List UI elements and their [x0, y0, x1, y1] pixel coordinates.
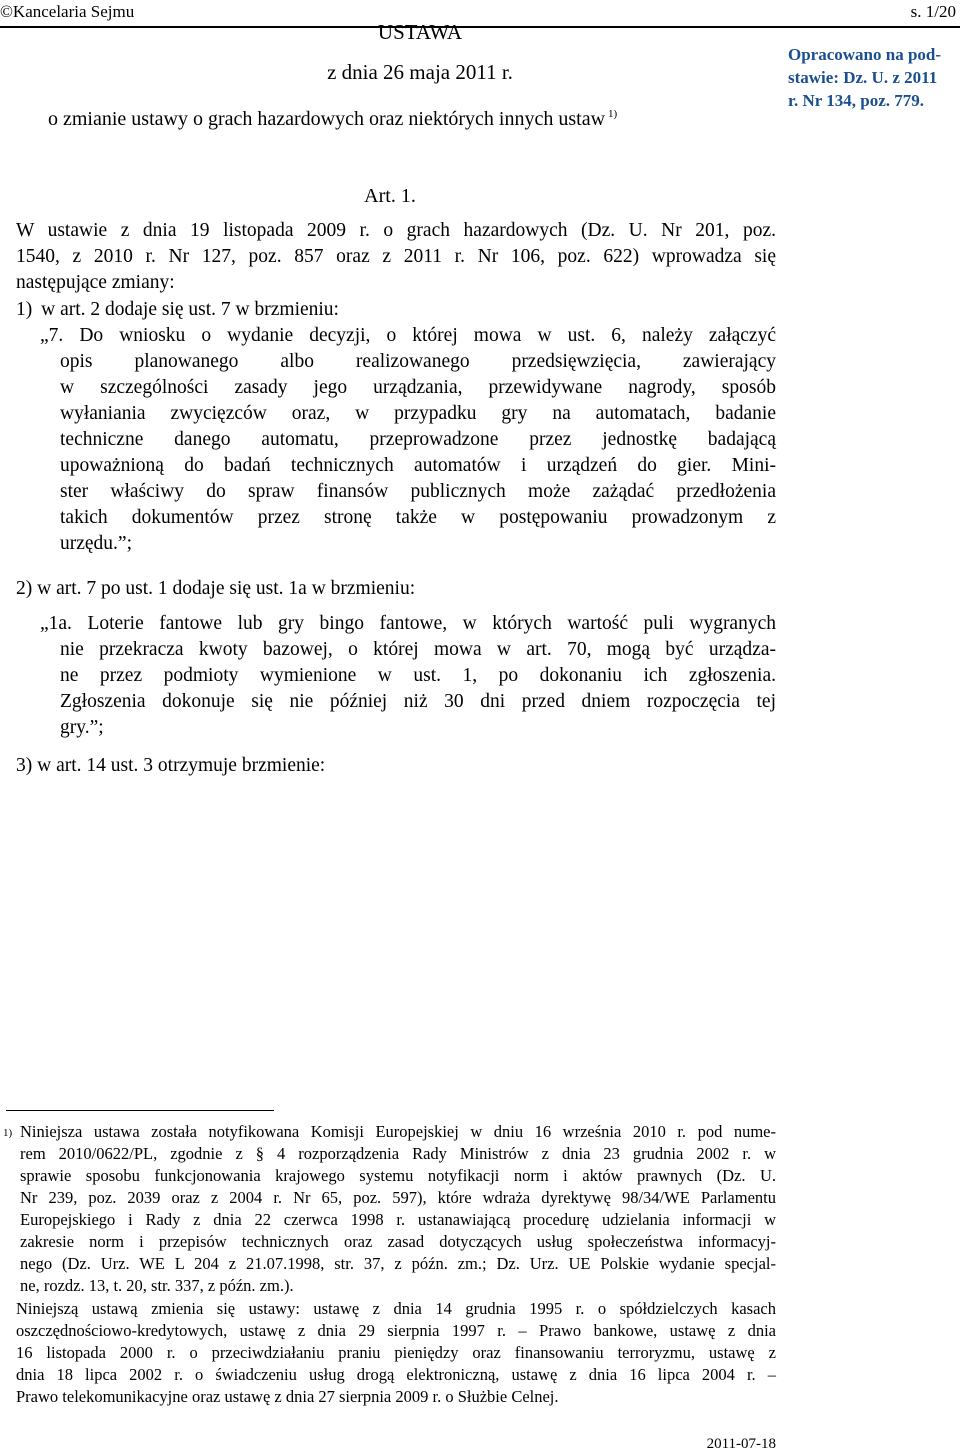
header-source: ©Kancelaria Sejmu [0, 2, 135, 21]
quote-line: takich dokumentów przez stronę także w postępowaniu prowadzonym z [60, 507, 776, 528]
quote-line: wyłaniania zwycięzców oraz, w przypadku gry na automatach, badanie [60, 403, 776, 424]
footnote-separator [6, 1110, 274, 1111]
item-3: 3) w art. 14 ust. 3 otrzymuje brzmienie: [16, 755, 326, 776]
page-number: s. 1/20 [910, 2, 956, 21]
quote-line: techniczne danego automatu, przeprowadzone przez jednostkę badającą [60, 429, 776, 450]
intro-line: W ustawie z dnia 19 listopada 2009 r. o grach hazardowych (Dz. U. Nr 201, poz. [16, 220, 776, 241]
footnote-line: oszczędnościowo-kredytowych, ustawę z dnia 29 sierpnia 1997 r. – Prawo bankowe, ustawę z dnia [16, 1321, 776, 1340]
footnote-line: Europejskiego i Rady z dnia 22 czerwca 1998 r. ustanawiającą procedurę udzielania informacji w [20, 1210, 776, 1229]
quote-line: gry.”; [60, 717, 104, 738]
footnote-line: zakresie norm i przepisów technicznych oraz zasad dotyczących usług społeczeństwa informacyj- [20, 1232, 776, 1251]
footnote-line: sprawie sposobu funkcjonowania krajowego systemu notyfikacji norm i aktów prawnych (Dz. U. [20, 1166, 776, 1185]
quote-line: ne przez podmioty wymienione w ust. 1, po dokonaniu ich zgłoszenia. [60, 665, 776, 686]
act-subject [48, 108, 617, 131]
footnote-line: 16 listopada 2000 r. o przeciwdziałaniu praniu pieniędzy oraz finansowaniu terroryzmu, ustawę z [16, 1343, 776, 1362]
quote-line: opis planowanego albo realizowanego przedsięwzięcia, zawierający [60, 351, 776, 372]
footnote-line: nego (Dz. Urz. WE L 204 z 21.07.1998, str. 37, z późn. zm.; Dz. Urz. UE Polskie wydanie specjal- [20, 1254, 776, 1273]
quote-line: upoważnioną do badań technicznych automatów i urządzeń do gier. Mini- [60, 455, 776, 476]
act-date: z dnia 26 maja 2011 r. [327, 60, 513, 84]
footnote-line: ne, rozdz. 13, t. 20, str. 337, z późn. zm.). [20, 1276, 294, 1295]
footnote-line: rem 2010/0622/PL, zgodnie z § 4 rozporządzenia Rady Ministrów z dnia 23 grudnia 2002 r. w [20, 1144, 776, 1163]
footnote-line: Nr 239, poz. 2039 oraz z 2004 r. Nr 65, poz. 597), które wdraża dyrektywę 98/34/WE Parlamentu [20, 1188, 776, 1207]
footnote-line: Prawo telekomunikacyjne oraz ustawę z dnia 27 sierpnia 2009 r. o Służbie Celnej. [16, 1387, 559, 1406]
quote-paragraph-7 [40, 323, 776, 557]
footnote-amended-acts [16, 1298, 776, 1408]
source-note [788, 43, 958, 112]
item-1 [16, 297, 339, 323]
source-note-line: Opracowano na pod- [788, 45, 942, 64]
footnote-body [20, 1121, 776, 1297]
source-note-line: r. Nr 134, poz. 779. [788, 91, 924, 110]
footnote-line: Niniejszą ustawą zmienia się ustawy: ustawę z dnia 14 grudnia 1995 r. o spółdzielczych kasach [16, 1299, 776, 1318]
quote-line: „1a. Loterie fantowe lub gry bingo fantowe, w których wartość puli wygranych [40, 613, 776, 634]
source-note-line: stawie: Dz. U. z 2011 [788, 68, 938, 87]
quote-line: urzędu.”; [60, 533, 133, 554]
quote-line: ster właściwy do spraw finansów publicznych może zażądać przedłożenia [60, 481, 776, 502]
footnote-marker: 1) [3, 1127, 13, 1139]
act-subject-text: o zmianie ustawy o grach hazardowych oraz niektórych innych ustaw [48, 108, 606, 130]
footnote-line: Niniejsza ustawa została notyfikowana Komisji Europejskiej w dniu 16 września 2010 r. pod nume- [20, 1122, 776, 1141]
quote-line: „7. Do wniosku o wydanie decyzji, o której mowa w ust. 6, należy załączyć [40, 325, 776, 346]
footnote-line: dnia 18 lipca 2002 r. o świadczeniu usług drogą elektroniczną, ustawę z dnia 16 lipca 2004 r. – [16, 1365, 776, 1384]
footnote-ref: 1) [608, 108, 618, 121]
quote-line: w szczególności zasady jego urządzania, przewidywane nagrody, sposób [60, 377, 776, 398]
item-2: 2) w art. 7 po ust. 1 dodaje się ust. 1a w brzmieniu: [16, 578, 416, 599]
quote-line: Zgłoszenia dokonuje się nie później niż 30 dni przed dniem rozpoczęcia tej [60, 691, 776, 712]
intro-line: następujące zmiany: [16, 272, 175, 293]
item-1-text: w art. 2 dodaje się ust. 7 w brzmieniu: [41, 299, 339, 320]
quote-line: nie przekracza kwoty bazowej, o której mowa w art. 70, mogą być urządza- [60, 639, 776, 660]
quote-paragraph-1a [40, 611, 776, 741]
item-1-label: 1) [16, 299, 33, 320]
date-stamp: 2011-07-18 [706, 1436, 776, 1452]
article-heading: Art. 1. [364, 185, 416, 207]
intro-line: 1540, z 2010 r. Nr 127, poz. 857 oraz z 2011 r. Nr 106, poz. 622) wprowadza się [16, 246, 776, 267]
act-type: USTAWA [377, 20, 463, 44]
article-intro [16, 218, 776, 296]
